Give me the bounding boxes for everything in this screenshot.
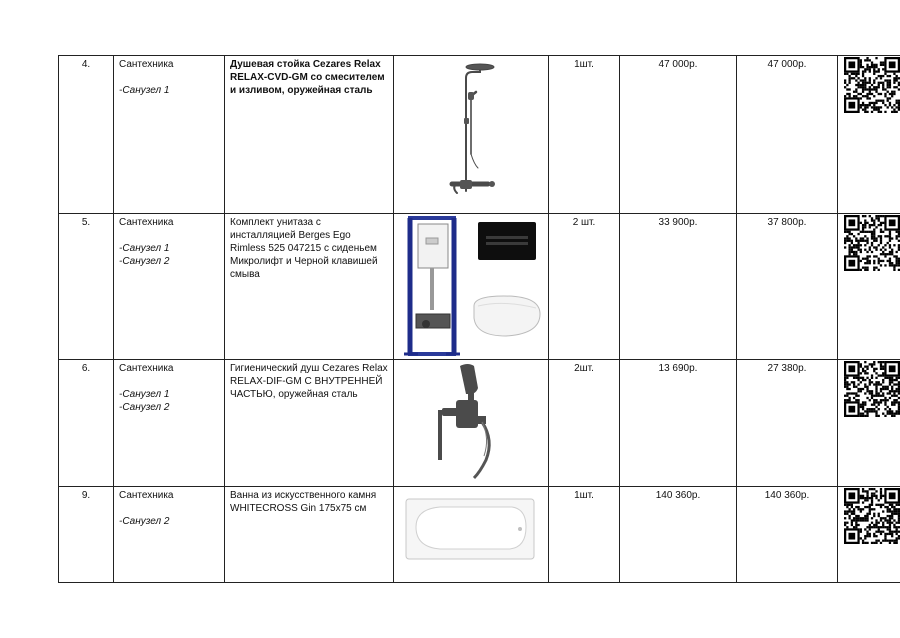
product-image-cell (394, 214, 549, 360)
price-cell (620, 56, 737, 214)
qr-code-icon[interactable] (844, 488, 900, 544)
room-label: -Санузел 1 (119, 243, 170, 254)
row-number: 6. (81, 363, 91, 374)
total-price: 37 800р. (767, 217, 807, 228)
unit-price: 47 000р. (658, 59, 698, 70)
quantity-cell (549, 487, 620, 583)
product-name-cell (225, 360, 394, 487)
quantity-cell (549, 214, 620, 360)
room-list (119, 388, 219, 414)
qr-code-icon[interactable] (844, 361, 900, 417)
product-name: Гигиенический душ Cezares Relax RELAX-DIF-GM С ВНУТРЕННЕЙ ЧАСТЬЮ, оружейная сталь (230, 363, 388, 400)
category-cell (114, 360, 225, 487)
specification-table (58, 55, 900, 583)
row-number-cell (59, 214, 114, 360)
room-list (119, 515, 219, 528)
row-number: 5. (81, 217, 91, 228)
room-label: -Санузел 2 (119, 256, 170, 267)
category-label: Сантехника (119, 363, 174, 374)
product-name: Комплект унитаза с инсталляцией Berges Ego Rimless 525 047215 с сиденьем Микролифт и Черной клавишей смыва (230, 217, 378, 280)
row-number-cell (59, 56, 114, 214)
category-cell (114, 214, 225, 360)
room-label: -Санузел 2 (119, 516, 170, 527)
table-row (59, 487, 900, 583)
table-row (59, 360, 900, 487)
toilet-installation-image (394, 214, 548, 358)
room-list (119, 242, 219, 268)
total-cell (737, 56, 838, 214)
product-name-cell (225, 56, 394, 214)
total-price: 27 380р. (767, 363, 807, 374)
qr-code-icon[interactable] (844, 215, 900, 271)
quantity: 2шт. (574, 363, 594, 374)
category-label: Сантехника (119, 59, 174, 70)
shower-stand-image (394, 56, 548, 212)
room-label: -Санузел 2 (119, 402, 170, 413)
row-number: 9. (81, 490, 91, 501)
category-cell (114, 487, 225, 583)
room-label: -Санузел 1 (119, 389, 170, 400)
total-price: 140 360р. (764, 490, 810, 501)
product-image-cell (394, 487, 549, 583)
hygienic-shower-image (394, 360, 548, 485)
total-price: 47 000р. (767, 59, 807, 70)
product-name: Душевая стойка Cezares Relax RELAX-CVD-GM со смесителем и изливом, оружейная сталь (230, 59, 385, 96)
table-row (59, 214, 900, 360)
product-name-cell (225, 487, 394, 583)
quantity-cell (549, 360, 620, 487)
row-number: 4. (81, 59, 91, 70)
room-list (119, 84, 219, 97)
quantity: 2 шт. (572, 217, 596, 228)
product-name: Ванна из искусственного камня WHITECROSS Gin 175x75 см (230, 490, 377, 514)
product-image-cell (394, 360, 549, 487)
qr-cell (838, 214, 900, 360)
product-name-cell (225, 214, 394, 360)
qr-cell (838, 360, 900, 487)
unit-price: 140 360р. (655, 490, 701, 501)
total-cell (737, 487, 838, 583)
unit-price: 33 900р. (658, 217, 698, 228)
room-label: -Санузел 1 (119, 85, 170, 96)
row-number-cell (59, 487, 114, 583)
quantity: 1шт. (574, 490, 594, 501)
bathtub-image (394, 487, 548, 581)
total-cell (737, 214, 838, 360)
table-row (59, 56, 900, 214)
category-label: Сантехника (119, 217, 174, 228)
price-cell (620, 214, 737, 360)
category-cell (114, 56, 225, 214)
total-cell (737, 360, 838, 487)
row-number-cell (59, 360, 114, 487)
qr-cell (838, 487, 900, 583)
price-cell (620, 360, 737, 487)
quantity: 1шт. (574, 59, 594, 70)
category-label: Сантехника (119, 490, 174, 501)
product-image-cell (394, 56, 549, 214)
unit-price: 13 690р. (658, 363, 698, 374)
price-cell (620, 487, 737, 583)
qr-code-icon[interactable] (844, 57, 900, 113)
quantity-cell (549, 56, 620, 214)
qr-cell (838, 56, 900, 214)
